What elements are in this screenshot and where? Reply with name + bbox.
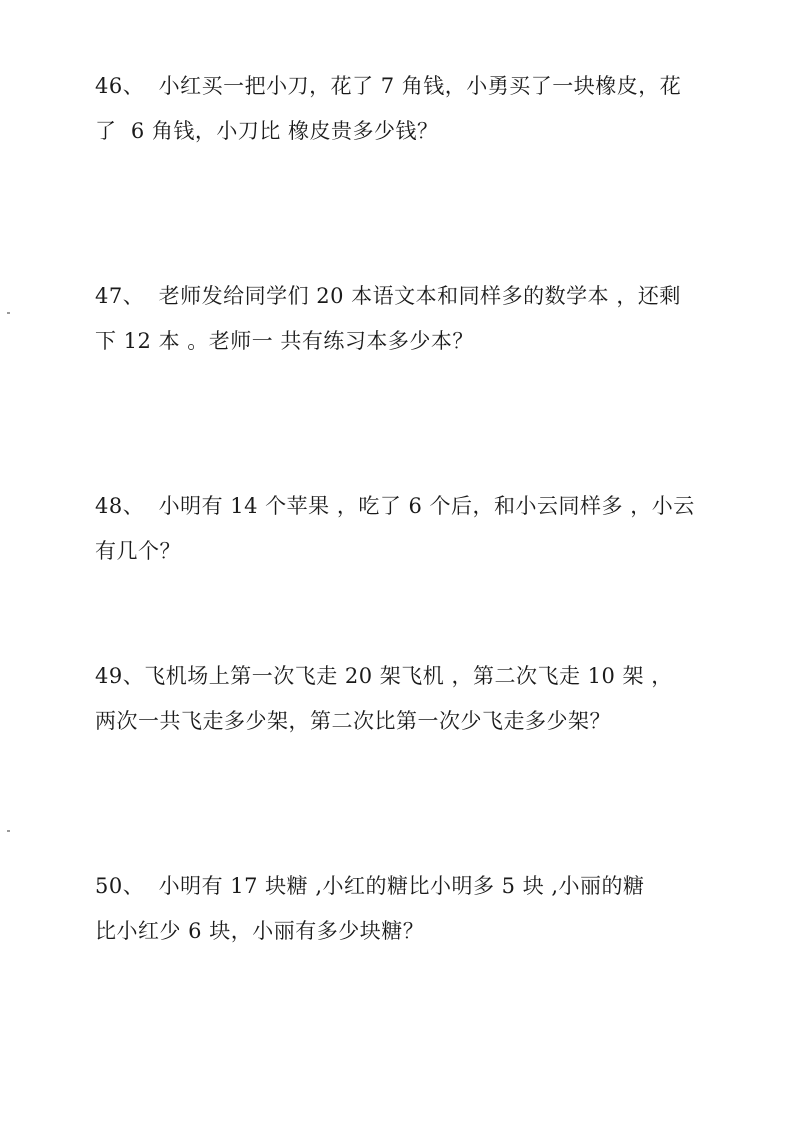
- problem-47-line-2: 下 12 本 。老师一 共有练习本多少本？: [95, 329, 474, 353]
- problem-49: [95, 654, 755, 744]
- problem-47-line-1: 47、 老师发给同学们 20 本语文本和同样多的数学本 ，还剩: [95, 284, 681, 308]
- problem-48: [95, 484, 755, 574]
- scan-speck: [7, 312, 10, 314]
- problem-50-line-2: 比小红少 6 块，小丽有多少块糖？: [95, 919, 425, 943]
- problem-49-line-1: 49、飞机场上第一次飞走 20 架飞机 ，第二次飞走 10 架 ，: [95, 664, 673, 688]
- problem-48-line-1: 48、 小明有 14 个苹果 ，吃了 6 个后，和小云同样多 ，小云: [95, 494, 695, 518]
- problem-47: [95, 274, 755, 364]
- problem-46-line-2: 了 6 角钱，小刀比 橡皮贵多少钱？: [95, 119, 439, 143]
- problem-46: [95, 64, 755, 154]
- problem-50-line-1: 50、 小明有 17 块糖 ,小红的糖比小明多 5 块 ,小丽的糖: [95, 874, 645, 898]
- scan-speck: [7, 830, 10, 832]
- problem-48-line-2: 有几个？: [95, 539, 181, 563]
- problem-50: [95, 864, 755, 954]
- problem-49-line-2: 两次一共飞走多少架，第二次比第一次少飞走多少架？: [95, 709, 611, 733]
- problem-46-line-1: 46、 小红买一把小刀，花了 7 角钱，小勇买了一块橡皮，花: [95, 74, 682, 98]
